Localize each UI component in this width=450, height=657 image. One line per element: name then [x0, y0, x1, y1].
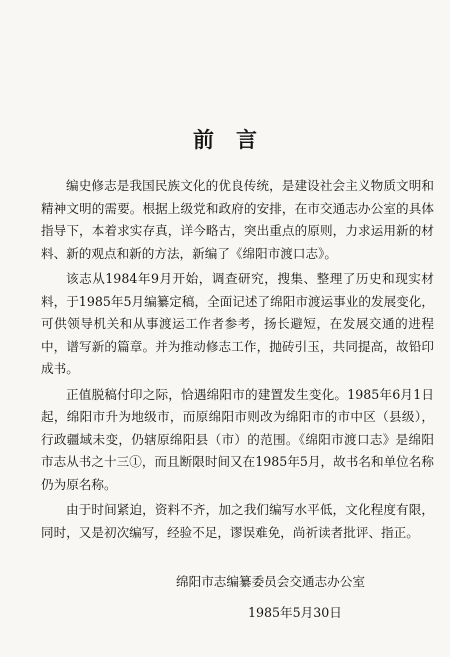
- page-title: 前言: [193, 127, 279, 152]
- paragraph-1: 编史修志是我国民族文化的优良传统，是建设社会主义物质文明和精神文明的需要。根据上级党和政府的安排，在市交通志办公室的具体指导下，本着求实存真，详今略古，突出重点的原则，力求运用新的材料、新的观点和新的方法，新编了《绵阳市渡口志》。: [41, 178, 434, 261]
- paragraph-3: 正值脱稿付印之际，恰遇绵阳市的建置发生变化。1985年6月1日起，绵阳市升为地级市，而原绵阳市则改为绵阳市的市中区（县级），行政疆域未变，仍辖原绵阳县（市）的范围。《绵阳市渡口志》是绵阳市志从书之十三①，而且断限时间又在1985年5月，故书名和单位名称仍为原名称。: [41, 386, 434, 492]
- signature-organization: 绵阳市志编纂委员会交通志办公室: [176, 574, 365, 589]
- signature-date: 1985年5月30日: [248, 605, 342, 620]
- paragraph-4: 由于时间紧迫，资料不齐，加之我们编写水平低，文化程度有限，同时，又是初次编写，经验不足，谬误难免，尚祈读者批评、指正。: [41, 502, 434, 540]
- paragraph-2: 该志从1984年9月开始，调查研究，搜集、整理了历史和现实材料，于1985年5月编纂定稿，全面记述了绵阳市渡运事业的发展变化，可供领导机关和从事渡运工作者参考，扬长避短，在发展交通的进程中，谱写新的篇章。并为推动修志工作，抛砖引玉，共同提高，故铅印成书。: [41, 271, 434, 376]
- document-body: [41, 175, 434, 547]
